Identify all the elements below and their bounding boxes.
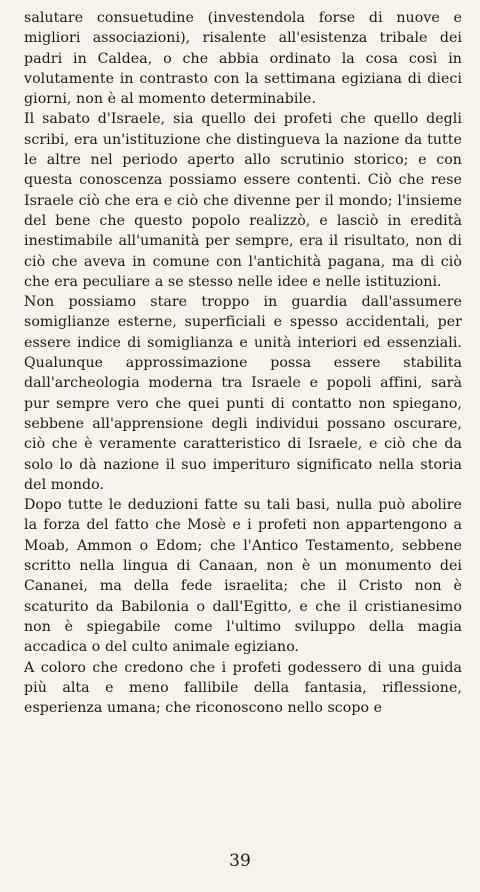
body-text — [24, 8, 462, 718]
page-number: 39 — [229, 851, 251, 871]
paragraph-1: salutare consuetudine (investendola forse di nuove e migliori associazioni), risalente all'esistenza tribale dei padri in Caldea, o che abbia ordinato la cosa così in volutamente in contrasto con la settimana egiziana di dieci giorni, non è al momento determinabile. — [24, 10, 462, 108]
paragraph-3: Non possiamo stare troppo in guardia dall'assumere somiglianze esterne, superficiali e spesso accidentali, per essere indice di somiglianza e unità interiori ed essenziali. Qualunque approssimazione possa essere stabilita dall'archeologia moderna tra Israele e popoli affini, sarà pur sempre vero che quei punti di contatto non spiegano, sebbene all'apprensione degli individui possano oscurare, ciò che è veramente caratteristico di Israele, e ciò che da solo lo dà nazione il suo imperituro significato nella storia del mondo. — [24, 294, 462, 493]
paragraph-5: A coloro che credono che i profeti godessero di una guida più alta e meno fallibile della fantasia, riflessione, esperienza umana; che riconoscono nello scopo e — [24, 659, 462, 717]
paragraph-4: Dopo tutte le deduzioni fatte su tali basi, nulla può abolire la forza del fatto che Mosè e i profeti non appartengono a Moab, Ammon o Edom; che l'Antico Testamento, sebbene scritto nella lingua di Canaan, non è un monumento dei Cananei, ma della fede israelita; che il Cristo non è scaturito da Babilonia o dall'Egitto, e che il cristianesimo non è spiegabile come l'ultimo sviluppo della magia accadica o del culto animale egiziano. — [24, 497, 462, 656]
paragraph-2: Il sabato d'Israele, sia quello dei profeti che quello degli scribi, era un'istituzione che distingueva la nazione da tutte le altre nel periodo aperto allo scrutinio storico; e con questa conoscenza possiamo essere contenti. Ciò che rese Israele ciò che era e ciò che divenne per il mondo; l'insieme del bene che questo popolo realizzò, e lasciò in eredità inestimabile all'umanità per sempre, era il risultato, non di ciò che aveva in comune con l'antichità pagana, ma di ciò che era peculiare a se stesso nelle idee e nelle istituzioni. — [24, 111, 462, 290]
